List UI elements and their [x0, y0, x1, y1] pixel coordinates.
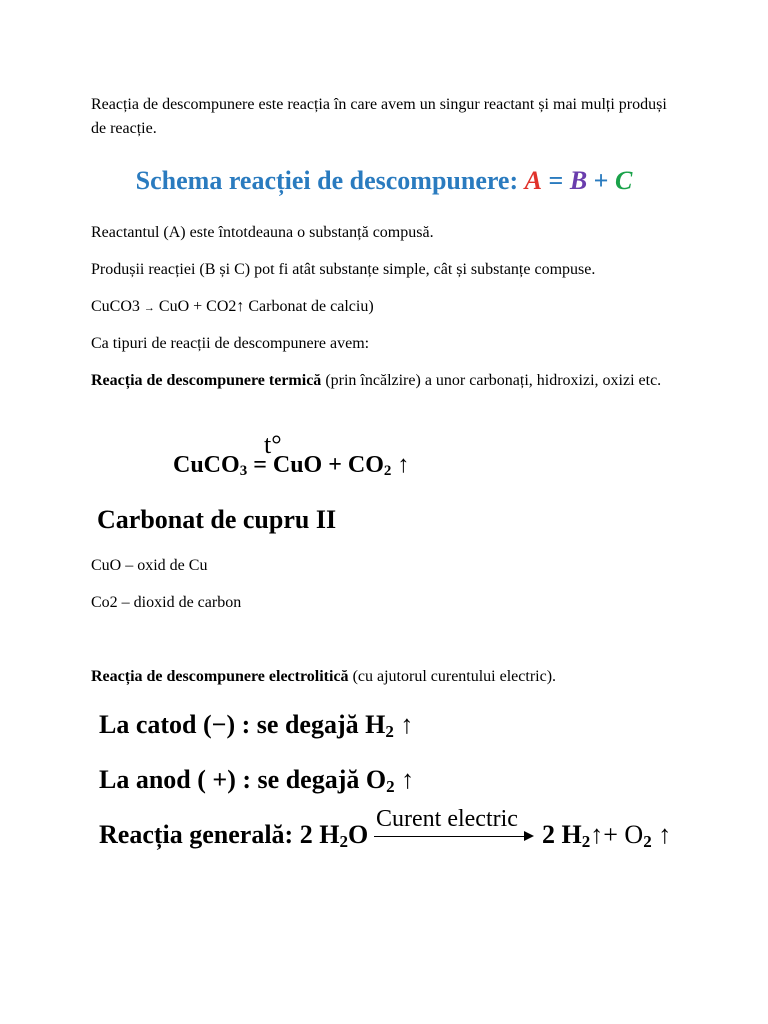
electro-description: (cu ajutorul curentului electric).: [348, 668, 557, 685]
reaction-arrow-line: [374, 836, 530, 837]
general-o: O: [347, 820, 369, 849]
anode-line: [99, 765, 414, 797]
thermal-paragraph: [91, 369, 681, 393]
scheme-c: C: [614, 166, 633, 195]
example-reaction: [91, 295, 681, 320]
example-right: CuO + CO2↑ Carbonat de calciu): [158, 298, 374, 315]
rhs-arrow: ↑: [651, 820, 672, 849]
rhs-o: ↑+ O: [590, 820, 644, 849]
general-text: Reacția generală: 2 H: [99, 820, 340, 849]
current-label: Curent electric: [376, 806, 518, 832]
general-reaction-line: [99, 820, 368, 852]
electro-title: Reacția de descompunere electrolitică: [91, 668, 349, 685]
eq-reactant: CuCO: [173, 452, 240, 478]
rhs-h: 2 H: [542, 820, 582, 849]
temperature-label: t°: [264, 430, 282, 459]
rhs-h-sub: 2: [581, 832, 591, 851]
general-sub: 2: [339, 832, 348, 851]
scheme-b: B: [569, 166, 588, 195]
cathode-sub: 2: [385, 722, 394, 741]
thermal-description: (prin încălzire) a unor carbonați, hidroxizi, oxizi etc.: [321, 372, 662, 389]
cathode-line: [99, 710, 413, 742]
anode-sub: 2: [386, 777, 395, 796]
reaction-arrow-head-icon: [524, 831, 534, 841]
cathode-text: La catod (−) : se degajă H: [99, 710, 386, 739]
thermal-title: Reacția de descompunere termică: [91, 372, 322, 389]
products-paragraph: Produșii reacției (B și C) pot fi atât substanțe simple, cât și substanțe compuse.: [91, 261, 596, 278]
eq-up-arrow: ↑: [391, 452, 410, 478]
reactant-paragraph: Reactantul (A) este întotdeauna o substanță compusă.: [91, 224, 434, 241]
thermal-equation: [173, 452, 409, 480]
scheme-a: A: [524, 166, 542, 195]
carbonate-name: Carbonat de cupru II: [97, 505, 337, 534]
decomposition-scheme-heading: [0, 163, 768, 199]
rhs-o-sub: 2: [643, 832, 652, 851]
cuo-line: CuO – oxid de Cu: [91, 557, 208, 574]
scheme-equals: =: [548, 166, 564, 195]
cathode-arrow: ↑: [393, 710, 414, 739]
electro-paragraph: [91, 665, 681, 689]
eq-product-sub: 2: [383, 463, 392, 479]
scheme-plus: +: [593, 166, 609, 195]
anode-arrow: ↑: [394, 765, 415, 794]
intro-paragraph: Reacția de descompunere este reacția în care avem un singur reactant și mai mulți produși de reacție.: [91, 96, 667, 137]
example-left: CuCO3: [91, 298, 140, 315]
scheme-lead: Schema reacției de descompunere:: [135, 166, 519, 195]
types-intro: Ca tipuri de reacții de descompunere avem:: [91, 335, 370, 352]
co2-line: Co2 – dioxid de carbon: [91, 594, 242, 611]
general-products: [542, 820, 671, 852]
example-arrow: →: [143, 302, 155, 314]
eq-reactant-sub: 3: [239, 463, 248, 479]
anode-text: La anod ( +) : se degajă O: [99, 765, 387, 794]
eq-products: = CuO + CO: [247, 452, 384, 478]
